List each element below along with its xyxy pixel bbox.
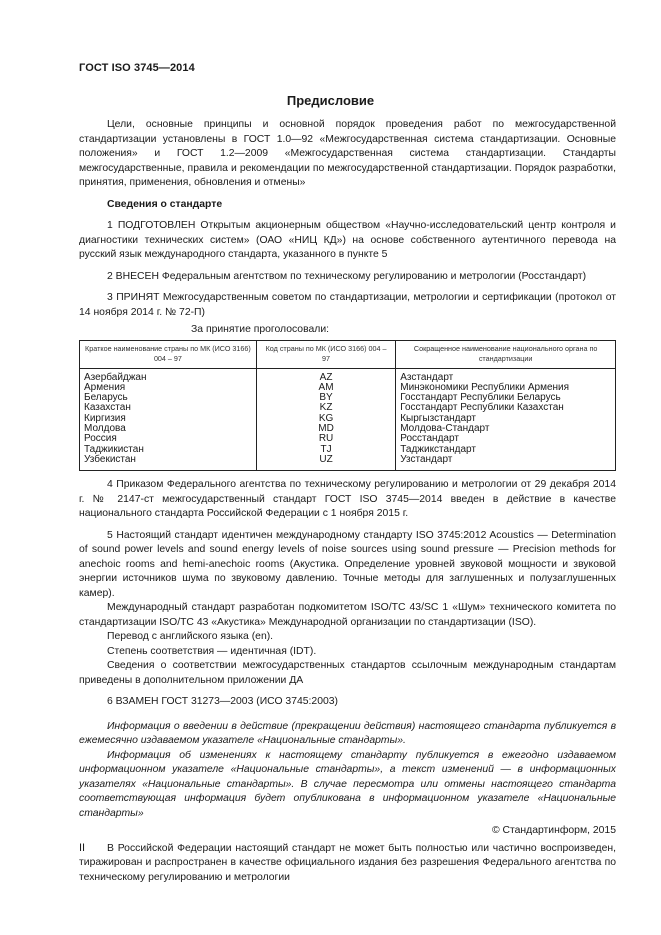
item-5-degree: Степень соответствия — идентичная (IDT). (107, 645, 317, 657)
body-cell: Узстандарт (396, 455, 616, 471)
body-cell: Госстандарт Республики Казахстан (396, 403, 616, 413)
body-cell: Минэкономики Республики Армения (396, 383, 616, 393)
country-cell: Киргизия (80, 414, 257, 424)
table-label: За принятие проголосовали: (191, 324, 330, 335)
header-code: Код страны по МК (ИСО 3166) 004 – 97 (256, 340, 395, 368)
country-cell: Узбекистан (80, 455, 257, 471)
country-cell: Казахстан (80, 403, 257, 413)
country-cell: Россия (80, 434, 257, 444)
item-3: 3 ПРИНЯТ Межгосударственным советом по стандартизации, метрологии и сертификации (протокол от 14 ноября 2014 г. № 72-П) (79, 292, 616, 318)
body-cell: Молдова-Стандарт (396, 424, 616, 434)
item-1: 1 ПОДГОТОВЛЕН Открытым акционерным обществом «Научно-исследовательский центр контроля и диагностики технических систем» (ОАО «НИЦ КД») на основе собственного аутентичного перевода на русский язык международного стандарта, указанного в пункте 5 (79, 220, 616, 260)
code-cell: KG (256, 414, 395, 424)
table-row (80, 445, 616, 455)
body-cell: Росстандарт (396, 434, 616, 444)
table-row (80, 414, 616, 424)
section-title: Предисловие (286, 93, 375, 108)
item-5: 5 Настоящий стандарт идентичен международному стандарту ISO 3745:2012 Acoustics — Determination of sound power levels and sound energy levels of noise sources using sound pressure — Precision methods for anechoic rooms and hemi-anechoic rooms (Акустика. Определение уровней звуковой мощности и звуковой энергии источников шума по звуковому давлению. Точные методы для заглушенных и полузаглушенных камер). (79, 529, 616, 599)
countries-table (79, 340, 616, 472)
note-introduction: Информация о введении в действие (прекращении действия) настоящего стандарта публикуется в ежемесячно издаваемом указателе «Национальные стандарты». (79, 720, 616, 747)
item-5-translation: Перевод с английского языка (en). (107, 631, 274, 643)
table-row (80, 403, 616, 413)
page-number: II (79, 842, 86, 854)
rights-notice: В Российской Федерации настоящий стандарт не может быть полностью или частично воспроизведен, тиражирован и распространен в качестве официального издания без разрешения Федерального агентства по техническому регулированию и метрологии (79, 842, 616, 883)
code-cell: AM (256, 383, 395, 393)
intro-paragraph: Цели, основные принципы и основной порядок проведения работ по межгосударственной стандартизации установлены в ГОСТ 1.0—92 «Межгосударственная система стандартизации. Основные положения» и ГОСТ 1.2—2009 «Межгосударственная система стандартизации. Стандарты межгосударственные, правила и рекомендации по межгосударственной стандартизации. Порядок разработки, принятия, применения, обновления и отмены» (79, 119, 616, 188)
table-row (80, 424, 616, 434)
body-cell: Таджикстандарт (396, 445, 616, 455)
code-cell: UZ (256, 455, 395, 471)
code-cell: TJ (256, 445, 395, 455)
code-cell: BY (256, 393, 395, 403)
item-4: 4 Приказом Федерального агентства по техническому регулированию и метрологии от 29 декабря 2014 г. № 2147-ст межгосударственный стандарт ГОСТ ISO 3745—2014 введен в действие в качестве национального стандарта Российской Федерации с 1 ноября 2015 г. (79, 479, 616, 520)
table-row (80, 434, 616, 444)
code-cell: AZ (256, 368, 395, 383)
document-header: ГОСТ ISO 3745—2014 (79, 62, 195, 74)
code-cell: MD (256, 424, 395, 434)
code-cell: KZ (256, 403, 395, 413)
table-row (80, 368, 616, 383)
table-row (80, 455, 616, 471)
country-cell: Азербайджан (80, 368, 257, 383)
header-body: Сокращенное наименование национального органа по стандартизации (396, 340, 616, 368)
table-header-row (80, 340, 616, 368)
note-changes: Информация об изменениях к настоящему стандарту публикуется в ежегодно издаваемом информационном указателе «Национальные стандарты», а текст изменений — в информационных указателях «Национальные стандарты». В случае пересмотра или отмены настоящего стандарта соответствующая информация будет опубликована в информационном указателе «Национальные стандарты» (79, 749, 616, 819)
item-2: 2 ВНЕСЕН Федеральным агентством по техническому регулированию и метрологии (Росстандарт) (107, 270, 587, 282)
country-cell: Армения (80, 383, 257, 393)
body-cell: Госстандарт Республики Беларусь (396, 393, 616, 403)
body-cell: Азстандарт (396, 368, 616, 383)
item-6: 6 ВЗАМЕН ГОСТ 31273—2003 (ИСО 3745:2003) (107, 696, 338, 708)
copyright: © Стандартинформ, 2015 (491, 825, 616, 837)
header-country: Краткое наименование страны по МК (ИСО 3166) 004 – 97 (80, 340, 257, 368)
code-cell: RU (256, 434, 395, 444)
item-5-committee: Международный стандарт разработан подкомитетом ISO/TC 43/SC 1 «Шум» технического комитета по стандартизации ISO/TC 43 «Акустика» Международной организации по стандартизации (ISO). (79, 602, 616, 628)
country-cell: Молдова (80, 424, 257, 434)
body-cell: Кыргызстандарт (396, 414, 616, 424)
country-cell: Таджикистан (80, 445, 257, 455)
document-body (79, 118, 616, 885)
item-5-info: Сведения о соответствии межгосударственных стандартов ссылочным международным стандартам приведены в дополнительном приложении ДА (79, 660, 616, 686)
subheading: Сведения о стандарте (107, 198, 223, 210)
country-cell: Беларусь (80, 393, 257, 403)
